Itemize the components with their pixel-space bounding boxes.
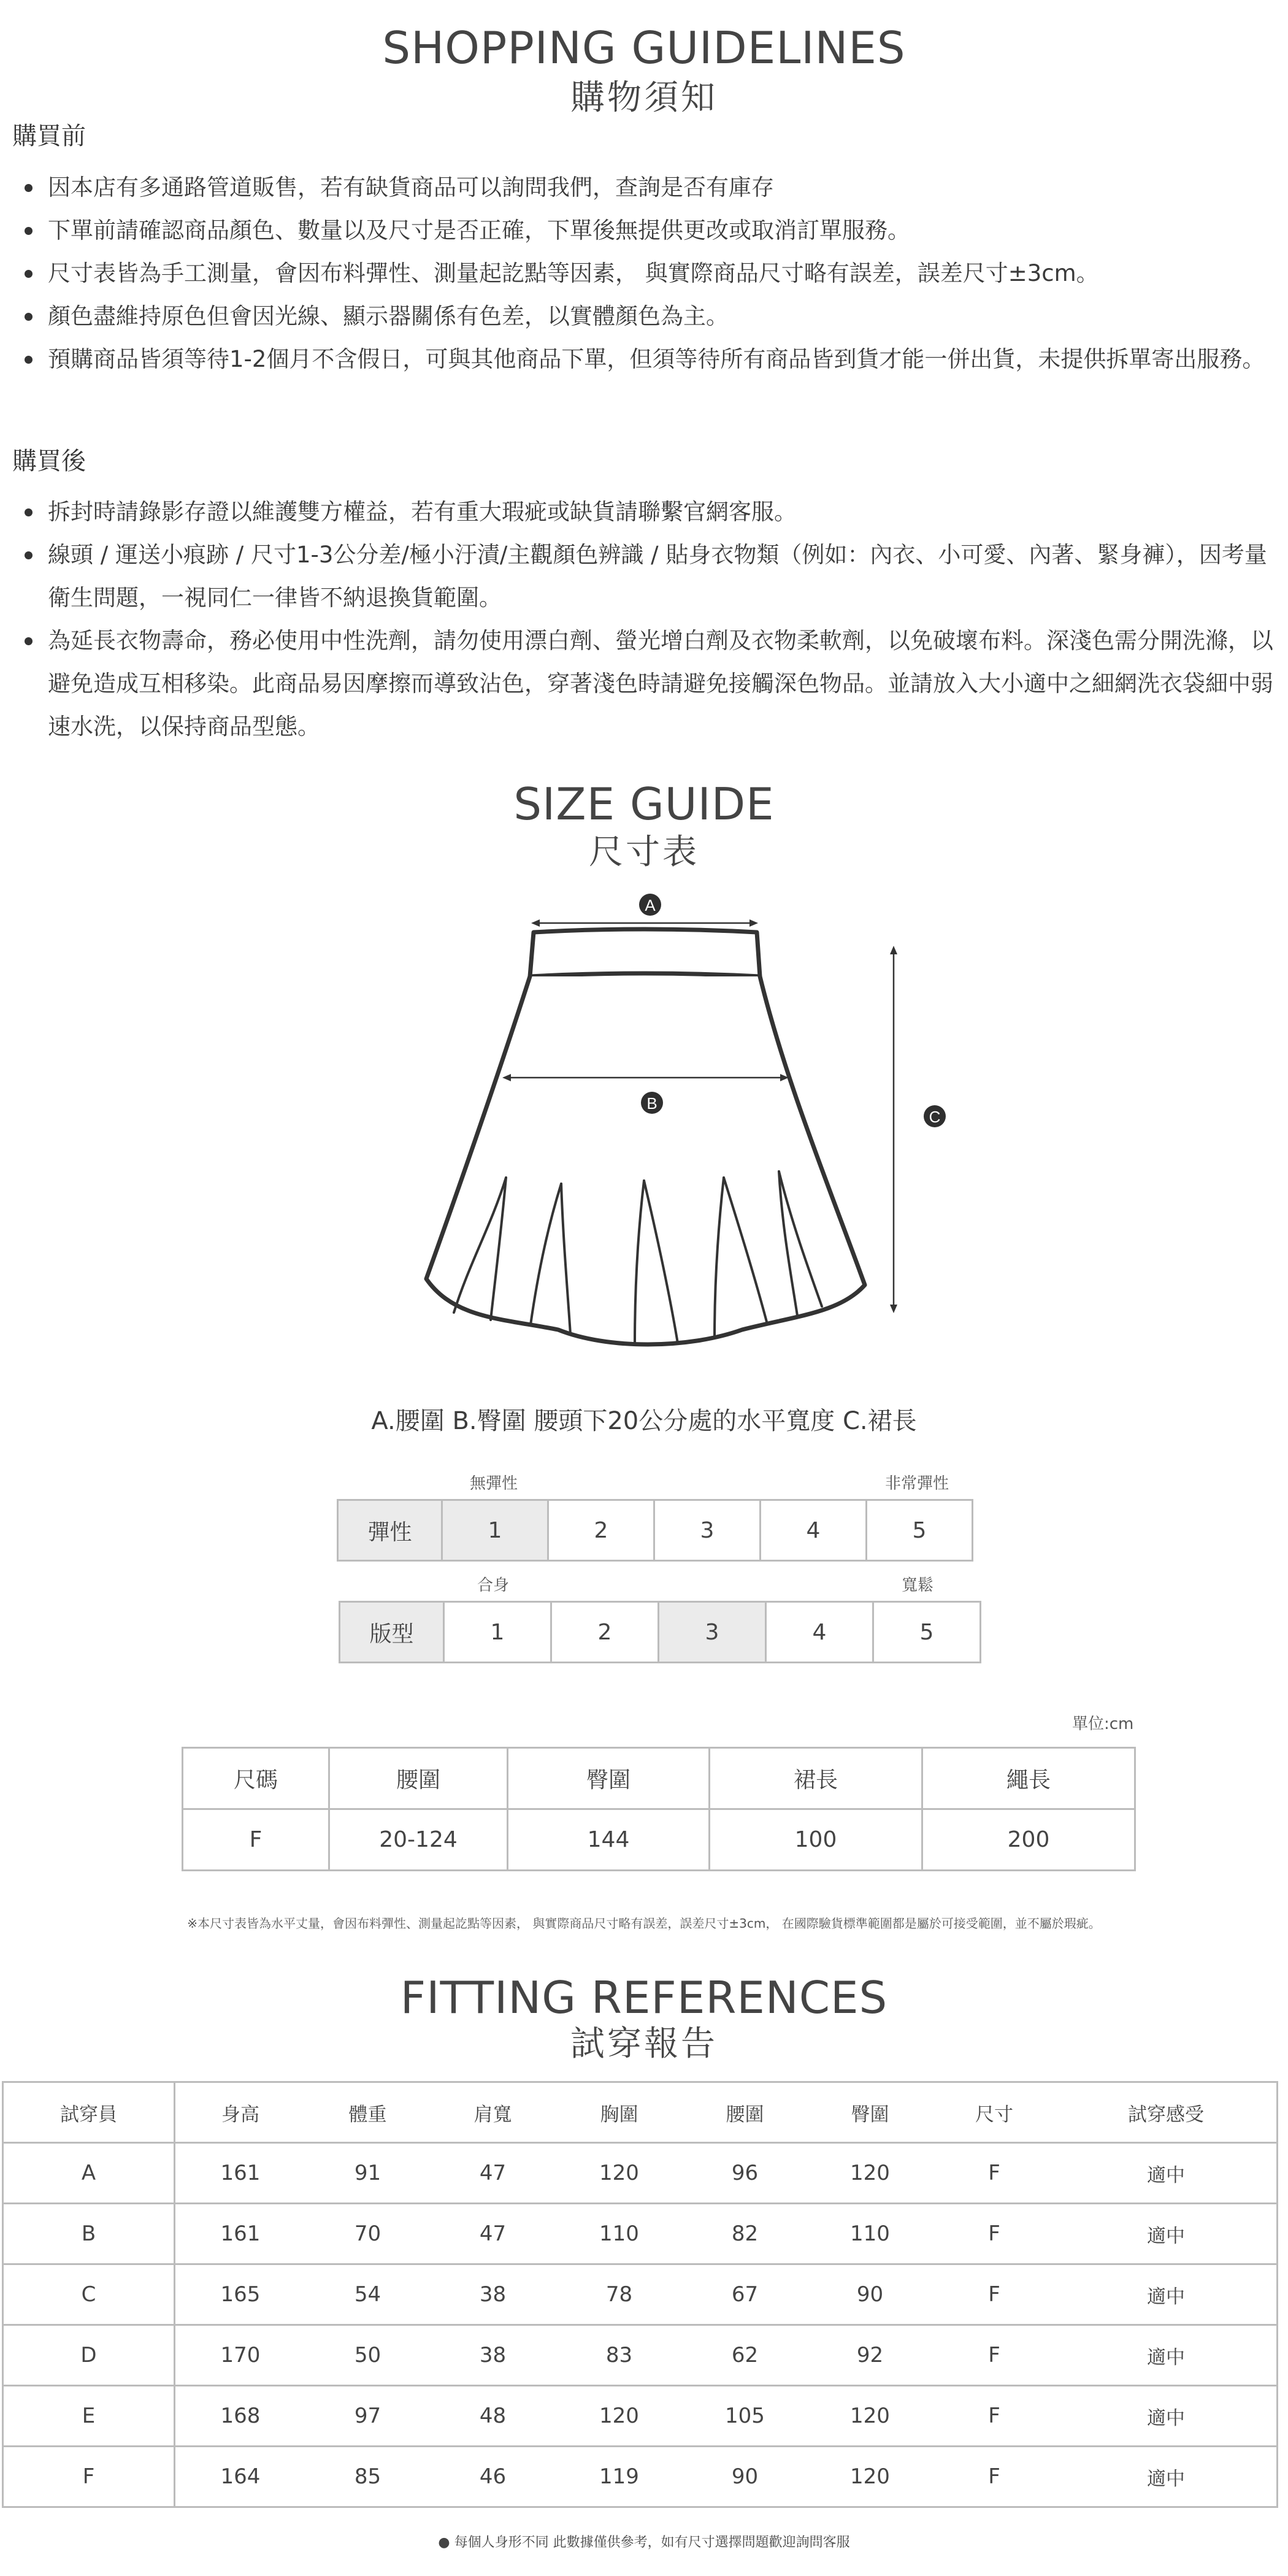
table-header: 肩寬 — [430, 2082, 556, 2143]
list-item: 顏色盡維持原色但會因光線、顯示器關係有色差，以實體顏色為主。 — [0, 295, 1281, 338]
table-cell: 110 — [556, 2204, 683, 2264]
marker-b-icon — [641, 1092, 663, 1114]
elasticity-value-4: 4 — [761, 1500, 867, 1561]
list-item: 線頭 / 運送小痕跡 / 尺寸1-3公分差/極小汙漬/主觀顏色辨識 / 貼身衣物類（例如：內衣、小可愛、內著、緊身褲），因考量衛生問題，一視同仁一律皆不納退換貨範圍。 — [0, 534, 1281, 619]
elasticity-high-label: 非常彈性 — [885, 1474, 949, 1493]
table-cell: F — [933, 2264, 1056, 2325]
table-cell: 120 — [807, 2386, 933, 2447]
shopping-title-en: SHOPPING GUIDELINES — [382, 22, 906, 74]
table-header: 臀圍 — [807, 2082, 933, 2143]
table-cell: 170 — [175, 2325, 306, 2386]
table-cell: C — [3, 2264, 175, 2325]
elasticity-value-2: 2 — [548, 1500, 654, 1561]
marker-a-icon — [639, 894, 661, 916]
table-cell: F — [933, 2204, 1056, 2264]
table-cell: 適中 — [1056, 2386, 1278, 2447]
table-header: 尺寸 — [933, 2082, 1056, 2143]
svg-text:A: A — [645, 896, 656, 914]
elasticity-low-label: 無彈性 — [470, 1474, 518, 1493]
table-cell: 適中 — [1056, 2325, 1278, 2386]
table-header-row — [3, 2082, 1278, 2143]
fitting-title-en: FITTING REFERENCES — [400, 1972, 888, 2023]
table-cell: 97 — [305, 2386, 430, 2447]
table-cell: 120 — [807, 2447, 933, 2507]
table-cell: F — [933, 2447, 1056, 2507]
table-cell: 91 — [305, 2143, 430, 2204]
elasticity-header: 彈性 — [338, 1500, 442, 1561]
table-header: 試穿員 — [3, 2082, 175, 2143]
table-header-row — [183, 1748, 1135, 1809]
table-header: 腰圍 — [329, 1748, 508, 1809]
table-header: 腰圍 — [683, 2082, 807, 2143]
table-row — [3, 2386, 1278, 2447]
list-item: 為延長衣物壽命，務必使用中性洗劑，請勿使用漂白劑、螢光增白劑及衣物柔軟劑，以免破壞布料。深淺色需分開洗滌，以避免造成互相移染。此商品易因摩擦而導致沾色，穿著淺色時請避免接觸深色物品。並請放入大小適中之細網洗衣袋細中弱速水洗，以保持商品型態。 — [0, 619, 1281, 748]
fit-value-5: 5 — [873, 1602, 981, 1663]
table-cell: F — [933, 2143, 1056, 2204]
fit-value-4: 4 — [766, 1602, 873, 1663]
size-guide-title-en: SIZE GUIDE — [513, 778, 775, 830]
table-cell: 120 — [556, 2143, 683, 2204]
table-header: 試穿感受 — [1056, 2082, 1278, 2143]
list-item: 因本店有多通路管道販售，若有缺貨商品可以詢問我們，查詢是否有庫存 — [0, 166, 1281, 209]
table-header: 繩長 — [922, 1748, 1135, 1809]
table-cell: F — [3, 2447, 175, 2507]
table-cell: 38 — [430, 2325, 556, 2386]
table-cell: 105 — [683, 2386, 807, 2447]
size-table-note: ※本尺寸表皆為水平丈量，會因布料彈性、測量起訖點等因素， 與實際商品尺寸略有誤差，誤差尺寸±3cm， 在國際驗貨標準範圍都是屬於可接受範圍，並不屬於瑕疵。 — [187, 1916, 1101, 1931]
table-row — [3, 2264, 1278, 2325]
table-cell: 38 — [430, 2264, 556, 2325]
size-table — [182, 1747, 1136, 1871]
table-header: 體重 — [305, 2082, 430, 2143]
table-cell: 適中 — [1056, 2143, 1278, 2204]
table-row — [3, 2143, 1278, 2204]
table-cell: 47 — [430, 2143, 556, 2204]
table-cell: 161 — [175, 2143, 306, 2204]
fit-high-label: 寬鬆 — [902, 1576, 934, 1595]
table-header: 臀圍 — [508, 1748, 710, 1809]
table-header: 身高 — [175, 2082, 306, 2143]
table-cell: 78 — [556, 2264, 683, 2325]
fit-value-2: 2 — [551, 1602, 659, 1663]
fitting-table — [2, 2081, 1278, 2508]
measurement-caption: A.腰圍 B.臀圍 腰頭下20公分處的水平寬度 C.裙長 — [371, 1407, 917, 1435]
table-cell: 20-124 — [329, 1809, 508, 1871]
table-cell: 144 — [508, 1809, 710, 1871]
skirt-diagram — [399, 883, 951, 1362]
table-cell: 96 — [683, 2143, 807, 2204]
table-cell: 85 — [305, 2447, 430, 2507]
table-cell: 54 — [305, 2264, 430, 2325]
skirt-body — [426, 976, 865, 1344]
table-cell: 90 — [683, 2447, 807, 2507]
table-cell: 適中 — [1056, 2264, 1278, 2325]
table-cell: D — [3, 2325, 175, 2386]
after-purchase-list — [0, 491, 1281, 748]
elasticity-value-3: 3 — [654, 1500, 761, 1561]
table-cell: 48 — [430, 2386, 556, 2447]
shopping-title-zh: 購物須知 — [570, 78, 718, 118]
svg-text:C: C — [929, 1108, 941, 1126]
table-cell: 120 — [556, 2386, 683, 2447]
fitting-title-zh: 試穿報告 — [570, 2024, 718, 2064]
waistband — [530, 929, 760, 976]
table-cell: B — [3, 2204, 175, 2264]
table-row — [183, 1809, 1135, 1871]
table-cell: 161 — [175, 2204, 306, 2264]
table-cell: 適中 — [1056, 2204, 1278, 2264]
size-guide-title-zh: 尺寸表 — [589, 832, 699, 872]
marker-c-icon — [924, 1105, 946, 1127]
table-cell: 92 — [807, 2325, 933, 2386]
table-cell: 50 — [305, 2325, 430, 2386]
table-cell: 47 — [430, 2204, 556, 2264]
table-row — [3, 2325, 1278, 2386]
table-row — [3, 2447, 1278, 2507]
table-cell: E — [3, 2386, 175, 2447]
list-item: 尺寸表皆為手工測量，會因布料彈性、測量起訖點等因素， 與實際商品尺寸略有誤差，誤差尺寸±3cm。 — [0, 252, 1281, 295]
before-purchase-label: 購買前 — [12, 122, 86, 150]
table-cell: 164 — [175, 2447, 306, 2507]
table-cell: 67 — [683, 2264, 807, 2325]
after-purchase-label: 購買後 — [12, 447, 86, 475]
table-cell: 70 — [305, 2204, 430, 2264]
table-cell: 90 — [807, 2264, 933, 2325]
table-cell: 適中 — [1056, 2447, 1278, 2507]
table-header: 胸圍 — [556, 2082, 683, 2143]
table-cell: 110 — [807, 2204, 933, 2264]
fit-value-1: 1 — [444, 1602, 551, 1663]
table-cell: F — [933, 2325, 1056, 2386]
table-cell: 165 — [175, 2264, 306, 2325]
table-cell: 168 — [175, 2386, 306, 2447]
table-cell: 82 — [683, 2204, 807, 2264]
list-item: 拆封時請錄影存證以維護雙方權益，若有重大瑕疵或缺貨請聯繫官網客服。 — [0, 491, 1281, 534]
list-item: 下單前請確認商品顏色、數量以及尺寸是否正確，下單後無提供更改或取消訂單服務。 — [0, 209, 1281, 252]
list-item: 預購商品皆須等待1-2個月不含假日，可與其他商品下單，但須等待所有商品皆到貨才能一併出貨，未提供拆單寄出服務。 — [0, 338, 1281, 381]
elasticity-value-5: 5 — [867, 1500, 973, 1561]
table-cell: F — [183, 1809, 329, 1871]
table-cell: F — [933, 2386, 1056, 2447]
svg-text:B: B — [646, 1094, 657, 1113]
table-cell: 200 — [922, 1809, 1135, 1871]
table-cell: 120 — [807, 2143, 933, 2204]
unit-label: 單位:cm — [1072, 1715, 1134, 1733]
table-row — [3, 2204, 1278, 2264]
before-purchase-list — [0, 166, 1281, 381]
fit-header: 版型 — [340, 1602, 444, 1663]
table-cell: 100 — [710, 1809, 922, 1871]
fit-scale — [339, 1601, 981, 1663]
elasticity-scale — [337, 1499, 973, 1562]
table-cell: 62 — [683, 2325, 807, 2386]
table-cell: 119 — [556, 2447, 683, 2507]
table-cell: A — [3, 2143, 175, 2204]
table-header: 尺碼 — [183, 1748, 329, 1809]
table-header: 裙長 — [710, 1748, 922, 1809]
fit-value-3: 3 — [659, 1602, 766, 1663]
fit-low-label: 合身 — [477, 1576, 510, 1595]
elasticity-value-1: 1 — [442, 1500, 548, 1561]
fitting-footnote: ● 每個人身形不同 此數據僅供參考，如有尺寸選擇問題歡迎詢問客服 — [438, 2535, 850, 2550]
table-cell: 46 — [430, 2447, 556, 2507]
table-cell: 83 — [556, 2325, 683, 2386]
